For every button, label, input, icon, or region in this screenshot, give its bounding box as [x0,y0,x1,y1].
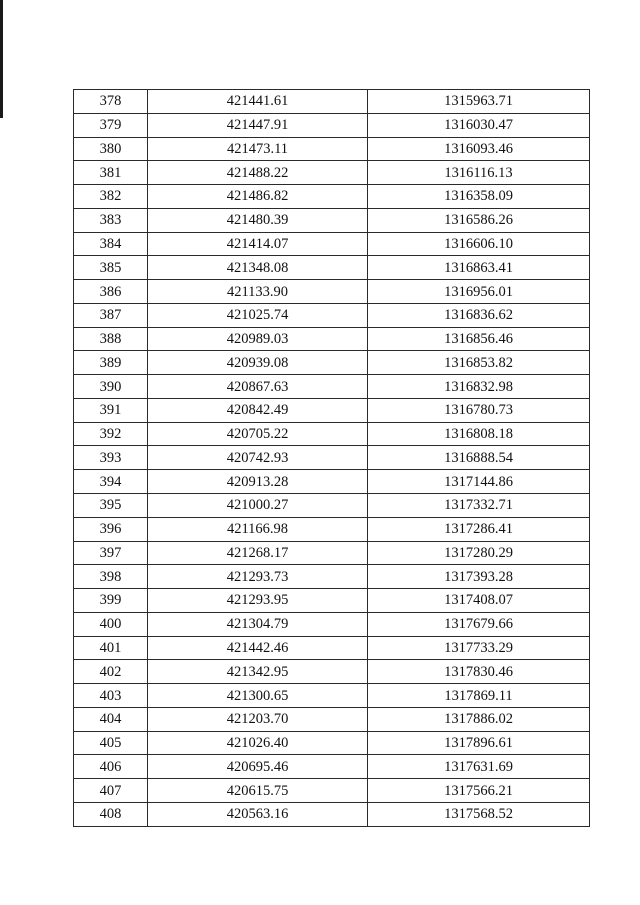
x-coordinate-cell: 421268.17 [148,541,368,565]
x-coordinate-cell: 420939.08 [148,351,368,375]
point-number-cell: 400 [74,612,148,636]
x-coordinate-cell: 421203.70 [148,707,368,731]
x-coordinate-cell: 420615.75 [148,779,368,803]
point-number-cell: 407 [74,779,148,803]
x-coordinate-cell: 421442.46 [148,636,368,660]
point-number-cell: 404 [74,707,148,731]
y-coordinate-cell: 1316856.46 [368,327,590,351]
y-coordinate-cell: 1317830.46 [368,660,590,684]
table-row [74,684,590,708]
x-coordinate-cell: 420867.63 [148,375,368,399]
point-number-cell: 393 [74,446,148,470]
y-coordinate-cell: 1317679.66 [368,612,590,636]
table-row [74,327,590,351]
table-row [74,446,590,470]
point-number-cell: 403 [74,684,148,708]
point-number-cell: 387 [74,303,148,327]
x-coordinate-cell: 421133.90 [148,280,368,304]
coordinate-table-body [74,90,590,827]
table-row [74,351,590,375]
table-row [74,494,590,518]
x-coordinate-cell: 421293.73 [148,565,368,589]
x-coordinate-cell: 421486.82 [148,185,368,209]
table-row [74,185,590,209]
table-row [74,161,590,185]
point-number-cell: 385 [74,256,148,280]
point-number-cell: 378 [74,90,148,114]
y-coordinate-cell: 1317733.29 [368,636,590,660]
table-row [74,589,590,613]
y-coordinate-cell: 1317886.02 [368,707,590,731]
y-coordinate-cell: 1317332.71 [368,494,590,518]
x-coordinate-cell: 420695.46 [148,755,368,779]
y-coordinate-cell: 1316780.73 [368,398,590,422]
y-coordinate-cell: 1317869.11 [368,684,590,708]
x-coordinate-cell: 420563.16 [148,802,368,826]
point-number-cell: 395 [74,494,148,518]
table-row [74,232,590,256]
point-number-cell: 392 [74,422,148,446]
point-number-cell: 402 [74,660,148,684]
point-number-cell: 394 [74,470,148,494]
x-coordinate-cell: 421480.39 [148,208,368,232]
y-coordinate-cell: 1316956.01 [368,280,590,304]
table-row [74,303,590,327]
x-coordinate-cell: 421441.61 [148,90,368,114]
point-number-cell: 380 [74,137,148,161]
table-row [74,541,590,565]
table-row [74,422,590,446]
table-row [74,779,590,803]
y-coordinate-cell: 1315963.71 [368,90,590,114]
x-coordinate-cell: 420989.03 [148,327,368,351]
point-number-cell: 399 [74,589,148,613]
table-row [74,137,590,161]
x-coordinate-cell: 421447.91 [148,113,368,137]
y-coordinate-cell: 1317280.29 [368,541,590,565]
table-row [74,256,590,280]
table-row [74,660,590,684]
coordinate-table [73,89,590,827]
y-coordinate-cell: 1317393.28 [368,565,590,589]
x-coordinate-cell: 421488.22 [148,161,368,185]
point-number-cell: 388 [74,327,148,351]
table-row [74,208,590,232]
y-coordinate-cell: 1316586.26 [368,208,590,232]
table-row [74,612,590,636]
y-coordinate-cell: 1316808.18 [368,422,590,446]
y-coordinate-cell: 1316030.47 [368,113,590,137]
y-coordinate-cell: 1316888.54 [368,446,590,470]
point-number-cell: 389 [74,351,148,375]
table-row [74,636,590,660]
x-coordinate-cell: 421026.40 [148,731,368,755]
point-number-cell: 390 [74,375,148,399]
y-coordinate-cell: 1316606.10 [368,232,590,256]
point-number-cell: 396 [74,517,148,541]
x-coordinate-cell: 420842.49 [148,398,368,422]
x-coordinate-cell: 421166.98 [148,517,368,541]
point-number-cell: 391 [74,398,148,422]
x-coordinate-cell: 421000.27 [148,494,368,518]
table-row [74,470,590,494]
point-number-cell: 408 [74,802,148,826]
y-coordinate-cell: 1317568.52 [368,802,590,826]
x-coordinate-cell: 421473.11 [148,137,368,161]
table-row [74,755,590,779]
x-coordinate-cell: 420913.28 [148,470,368,494]
table-row [74,398,590,422]
y-coordinate-cell: 1316836.62 [368,303,590,327]
point-number-cell: 386 [74,280,148,304]
x-coordinate-cell: 421025.74 [148,303,368,327]
table-row [74,565,590,589]
y-coordinate-cell: 1316093.46 [368,137,590,161]
table-row [74,113,590,137]
y-coordinate-cell: 1316832.98 [368,375,590,399]
y-coordinate-cell: 1317144.86 [368,470,590,494]
y-coordinate-cell: 1316853.82 [368,351,590,375]
y-coordinate-cell: 1316116.13 [368,161,590,185]
table-row [74,375,590,399]
y-coordinate-cell: 1317896.61 [368,731,590,755]
y-coordinate-cell: 1316863.41 [368,256,590,280]
point-number-cell: 398 [74,565,148,589]
y-coordinate-cell: 1317566.21 [368,779,590,803]
x-coordinate-cell: 420742.93 [148,446,368,470]
point-number-cell: 379 [74,113,148,137]
x-coordinate-cell: 421342.95 [148,660,368,684]
x-coordinate-cell: 421348.08 [148,256,368,280]
point-number-cell: 381 [74,161,148,185]
point-number-cell: 382 [74,185,148,209]
point-number-cell: 384 [74,232,148,256]
table-row [74,802,590,826]
y-coordinate-cell: 1317631.69 [368,755,590,779]
x-coordinate-cell: 421293.95 [148,589,368,613]
point-number-cell: 383 [74,208,148,232]
x-coordinate-cell: 420705.22 [148,422,368,446]
table-row [74,731,590,755]
x-coordinate-cell: 421414.07 [148,232,368,256]
table-row [74,517,590,541]
table-row [74,280,590,304]
y-coordinate-cell: 1316358.09 [368,185,590,209]
page-left-edge-mark [0,0,3,118]
y-coordinate-cell: 1317408.07 [368,589,590,613]
x-coordinate-cell: 421304.79 [148,612,368,636]
table-row [74,707,590,731]
y-coordinate-cell: 1317286.41 [368,517,590,541]
x-coordinate-cell: 421300.65 [148,684,368,708]
table-row [74,90,590,114]
point-number-cell: 406 [74,755,148,779]
point-number-cell: 401 [74,636,148,660]
point-number-cell: 397 [74,541,148,565]
point-number-cell: 405 [74,731,148,755]
